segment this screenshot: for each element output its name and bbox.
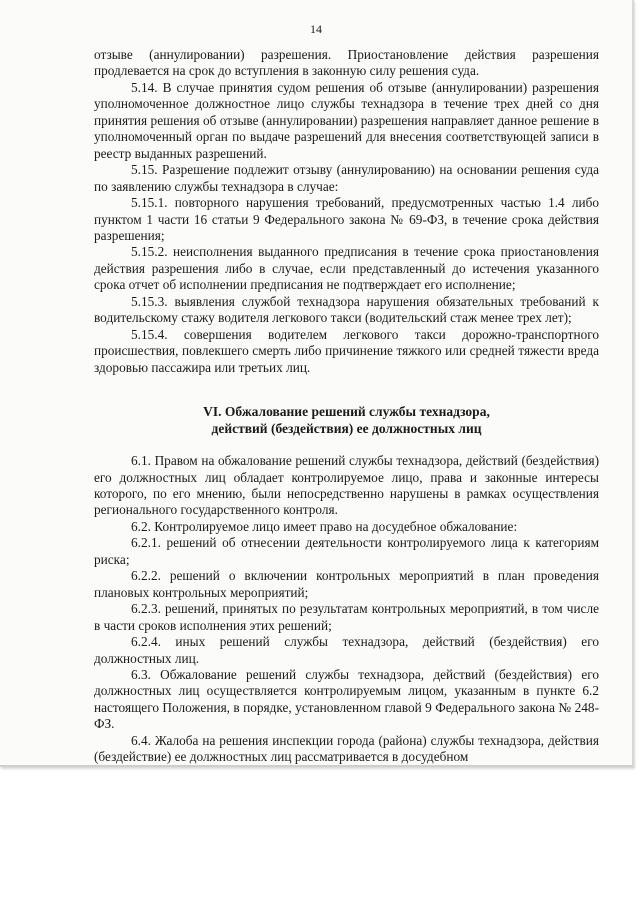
paragraph: 5.15. Разрешение подлежит отзыву (аннулированию) на основании решения суда по заявлению службы технадзора в случае: [94, 162, 599, 194]
paragraph: 6.2.2. решений о включении контрольных мероприятий в план проведения плановых контрольных мероприятий; [94, 568, 599, 600]
paragraph: 5.15.3. выявления службой технадзора нарушения обязательных требований к водительскому стажу водителя легкового такси (водительский стаж менее трех лет); [94, 293, 599, 326]
paragraph: 5.15.4. совершения водителем легкового такси дорожно-транспортного происшествия, повлекшего смерть либо причинение тяжкого или средней тяжести вреда здоровью пассажира или третьих лиц. [94, 326, 599, 375]
paragraph: 5.15.1. повторного нарушения требований, предусмотренных частью 1.4 либо пунктом 1 части 16 статьи 9 Федерального закона № 69-ФЗ, в течение срока действия разрешения; [94, 195, 599, 243]
section-heading-line: VI. Обжалование решений службы технадзора, [203, 404, 490, 420]
page-number: 14 [310, 22, 322, 36]
paragraph: 6.2.3. решений, принятых по результатам контрольных мероприятий, в том числе в части сроков исполнения этих решений; [94, 601, 599, 633]
section-heading-line: действий (бездействия) ее должностных лиц [211, 421, 482, 437]
paragraph: 6.2. Контролируемое лицо имеет право на досудебное обжалование: [131, 518, 518, 534]
paragraph: 6.2.4. иных решений службы технадзора, действий (бездействия) его должностных лиц. [94, 634, 599, 666]
section-heading [94, 403, 599, 437]
document-body [94, 47, 599, 766]
paragraph: 5.14. В случае принятия судом решения об отзыве (аннулировании) разрешения уполномоченное должностное лицо службы технадзора в течение трех дней со дня принятия решения об отзыве (аннулировании) разрешения направляет данное решение в уполномоченный орган по выдаче разрешений для внесения соответствующей записи в реестр выданных разрешений. [94, 79, 599, 161]
paragraph: 5.15.2. неисполнения выданного предписания в течение срока приостановления действия разрешения либо в случае, если представленный до истечения указанного срока отчет об исполнении предписания не подтверждает его исполнение; [94, 244, 599, 293]
paragraph: 6.1. Правом на обжалование решений службы технадзора, действий (бездействия) его должностных лиц обладает контролируемое лицо, права и законные интересы которого, по его мнению, были непосредственно нарушены в рамках осуществления регионального государственного контроля. [94, 453, 599, 518]
paragraph: 6.2.1. решений об отнесении деятельности контролируемого лица к категориям риска; [94, 535, 599, 567]
paragraph: 6.3. Обжалование решений службы технадзора, действий (бездействия) его должностных лиц осуществляется контролируемым лицом, указанным в пункте 6.2 настоящего Положения, в порядке, установленном главой 9 Федерального закона № 248-ФЗ. [94, 666, 599, 732]
paragraph: 6.4. Жалоба на решения инспекции города (района) службы технадзора, действия (бездействие) ее должностных лиц рассматривается в досудебном [94, 732, 599, 765]
paragraph: отзыве (аннулировании) разрешения. Приостановление действия разрешения продлевается на срок до вступления в законную силу решения суда. [94, 47, 599, 79]
